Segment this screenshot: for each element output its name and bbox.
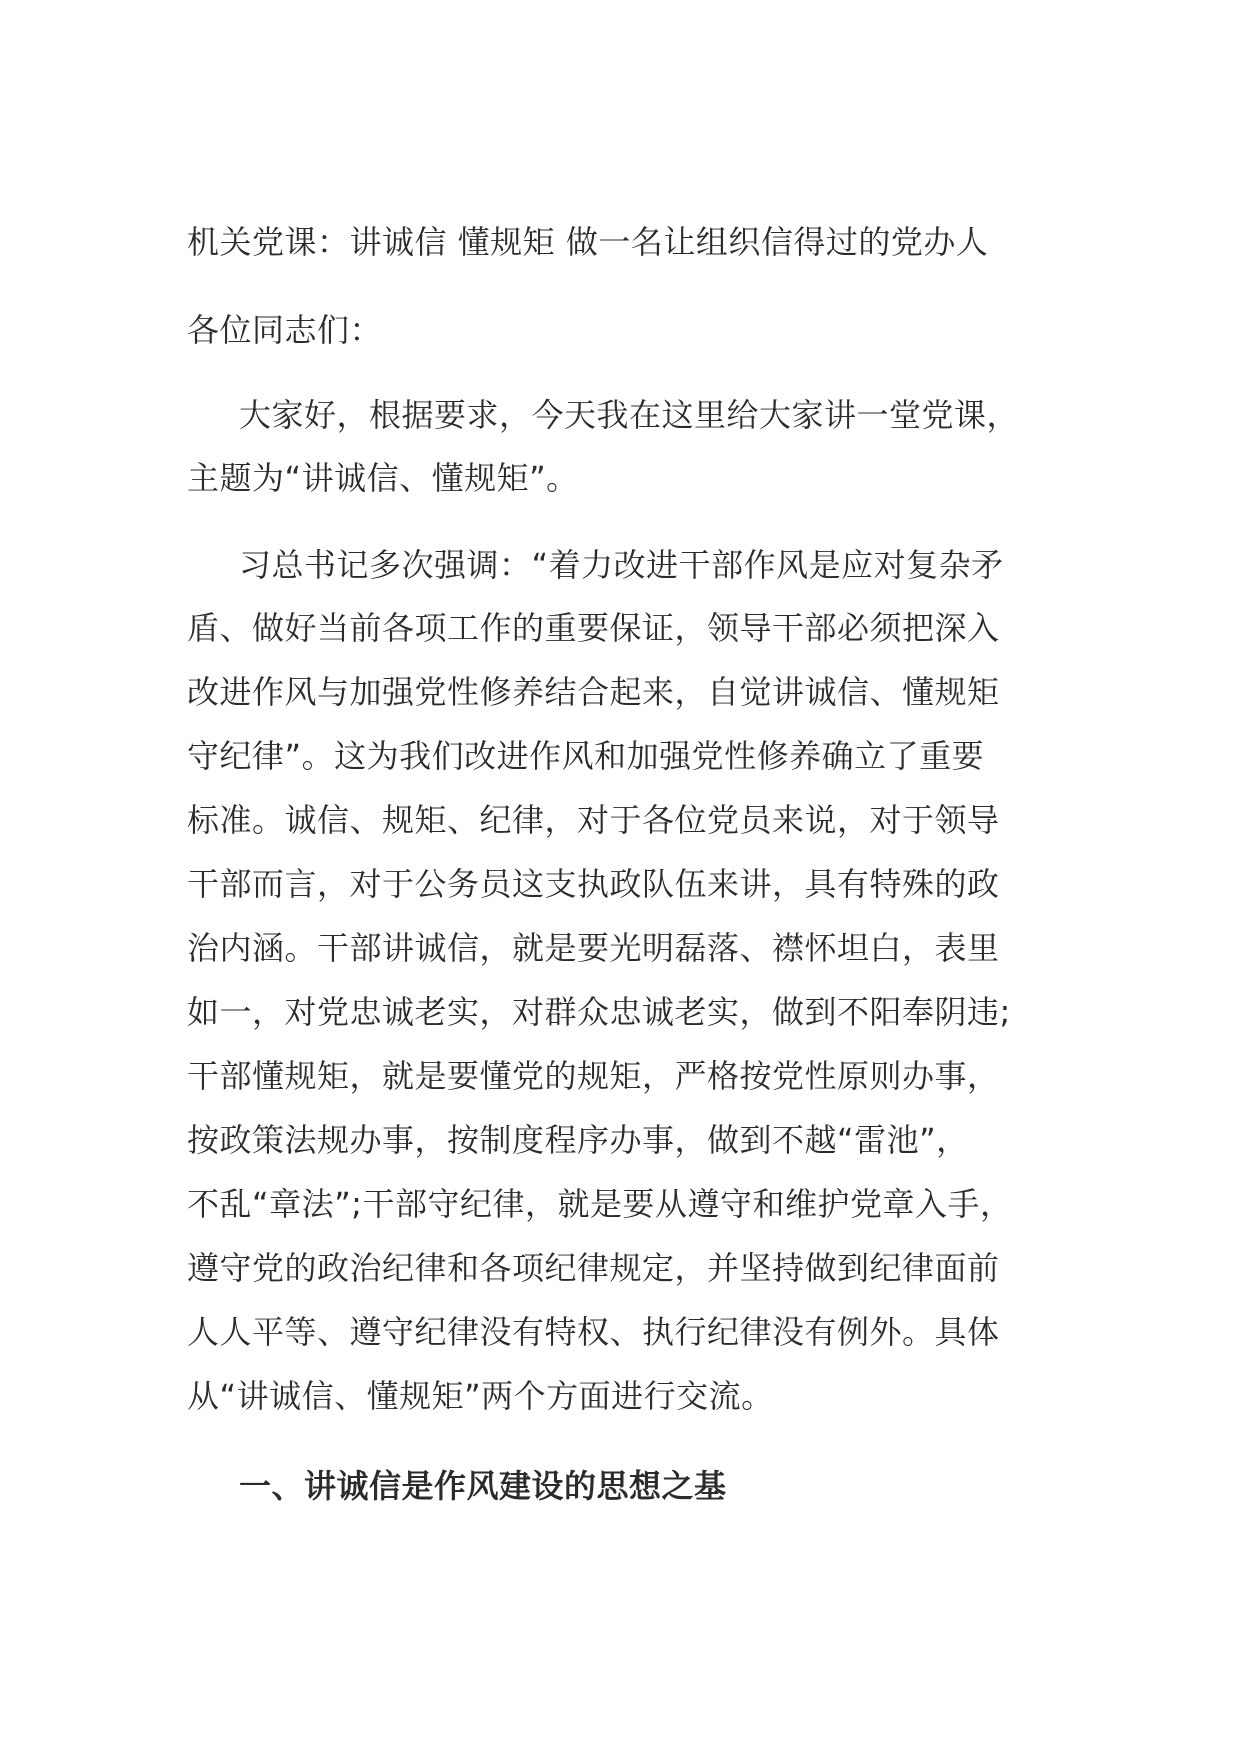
paragraph-line: 按政策法规办事，按制度程序办事，做到不越“雷池”，: [187, 1121, 969, 1159]
paragraph-line: 人人平等、遵守纪律没有特权、执行纪律没有例外。具体: [187, 1313, 1000, 1351]
paragraph-line: 大家好，根据要求，今天我在这里给大家讲一堂党课，: [239, 396, 1020, 434]
paragraph-line: 改进作风与加强党性修养结合起来，自觉讲诚信、懂规矩: [187, 673, 1000, 711]
paragraph-line: 守纪律”。这为我们改进作风和加强党性修养确立了重要: [187, 737, 985, 775]
paragraph-line: 遵守党的政治纪律和各项纪律规定，并坚持做到纪律面前: [187, 1249, 1000, 1287]
section-heading: 一、讲诚信是作风建设的思想之基: [239, 1467, 727, 1505]
paragraph-line: 习总书记多次强调：“着力改进干部作风是应对复杂矛: [239, 546, 1004, 584]
paragraph-line: 治内涵。干部讲诚信，就是要光明磊落、襟怀坦白，表里: [187, 929, 1000, 967]
paragraph-line: 干部懂规矩，就是要懂党的规矩，严格按党性原则办事，: [187, 1057, 1000, 1095]
paragraph-line: 盾、做好当前各项工作的重要保证，领导干部必须把深入: [187, 609, 1000, 647]
paragraph-line: 主题为“讲诚信、懂规矩”。: [187, 459, 579, 497]
salutation: 各位同志们：: [187, 311, 383, 349]
paragraph-line: 干部而言，对于公务员这支执政队伍来讲，具有特殊的政: [187, 865, 1000, 903]
paragraph-line: 从“讲诚信、懂规矩”两个方面进行交流。: [187, 1377, 774, 1415]
document-title: 机关党课：讲诚信 懂规矩 做一名让组织信得过的党办人: [187, 223, 989, 261]
paragraph-line: 如一，对党忠诚老实，对群众忠诚老实，做到不阳奉阴违;: [187, 993, 1011, 1031]
paragraph-line: 不乱“章法”;干部守纪律，就是要从遵守和维护党章入手，: [187, 1185, 1013, 1223]
paragraph-line: 标准。诚信、规矩、纪律，对于各位党员来说，对于领导: [187, 801, 1000, 839]
